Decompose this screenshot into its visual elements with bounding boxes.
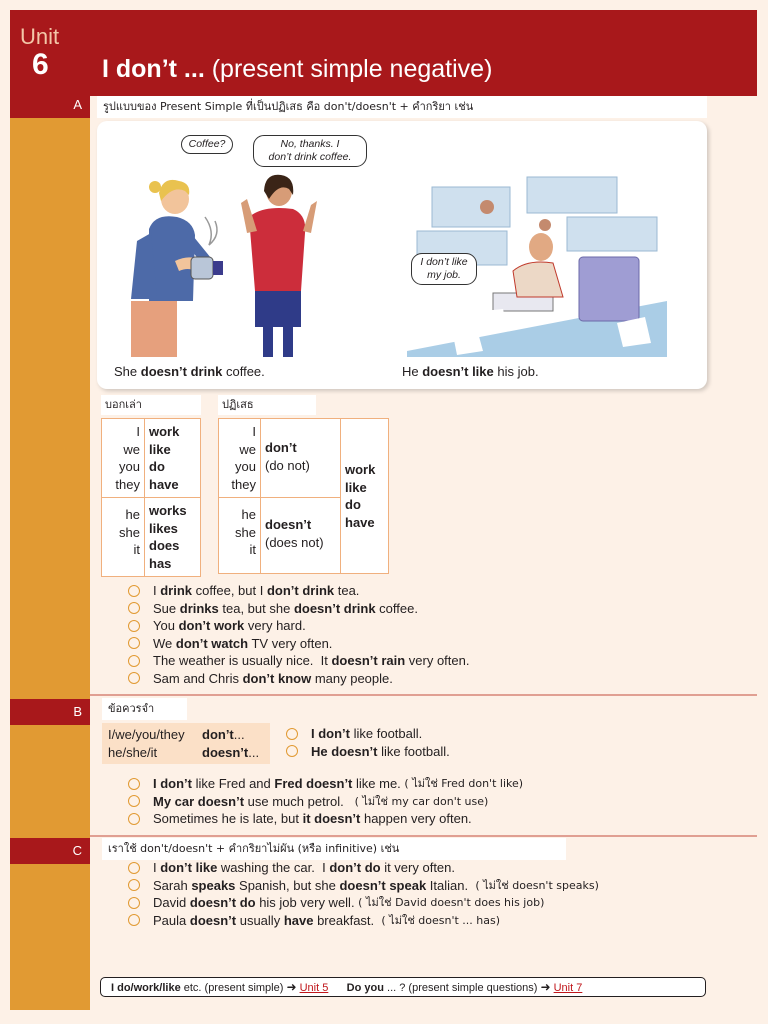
circle-bullet-icon — [128, 637, 140, 649]
arrow-right-icon: ➜ — [540, 980, 551, 994]
sentence-segment: David — [153, 895, 190, 910]
sentence-segment: Sam and Chris — [153, 670, 243, 686]
sentence-segment: have — [283, 912, 314, 928]
illustration-art — [97, 121, 707, 389]
circle-bullet-icon — [128, 778, 140, 790]
title-bold: I don’t ... — [102, 55, 205, 83]
sentence-segment: He doesn’t — [311, 743, 378, 759]
pronouns-plural: I we you they — [102, 419, 145, 498]
example-sentence — [128, 582, 469, 600]
sentence-segment: tea, but she — [218, 600, 294, 616]
positive-label: บอกเล่า — [101, 395, 201, 415]
sentence-segment: Sue — [153, 600, 180, 616]
sentence-segment: drinks — [179, 600, 219, 616]
thai-note: ( ไม่ใช่ doesn't speaks) — [475, 878, 599, 892]
sentence-segment: coffee. — [375, 600, 418, 616]
example-sentence — [128, 912, 599, 930]
sentence-segment: You — [153, 618, 179, 633]
sentence-segment: his job very well. — [255, 895, 359, 910]
sentence-segment: doesn’t rain — [331, 653, 406, 668]
reply-line-2: don’t drink coffee. — [268, 151, 352, 163]
aux-dont: don’t (do not) — [261, 419, 341, 498]
page-title — [102, 55, 492, 84]
neg-verbs: work like do have — [341, 419, 389, 574]
sentence-segment: Sometimes he is late, but — [153, 811, 303, 826]
neg-pronouns-plural: I we you they — [219, 419, 261, 498]
section-b-letter: B — [73, 704, 82, 719]
section-c-letter: C — [72, 843, 82, 858]
examples-a — [128, 582, 469, 687]
example-sentence — [128, 894, 599, 912]
sentence-segment: speaks — [191, 877, 236, 893]
example-sentence — [286, 725, 450, 743]
sentence-segment: The weather is usually nice. It — [153, 653, 332, 668]
circle-bullet-icon — [128, 585, 140, 597]
sentence-segment: like me. — [352, 776, 405, 791]
sentence-segment: I — [153, 860, 161, 875]
speech-bubble-job — [411, 253, 477, 285]
example-sentence — [128, 635, 469, 653]
sentence-segment: washing the car. I — [217, 860, 330, 875]
example-sentence — [128, 670, 469, 688]
sentence-segment: I don’t — [153, 776, 192, 791]
thai-note: ( ไม่ใช่ Fred don't like) — [404, 777, 524, 790]
caption-she-doesnt-drink: She doesn’t drink coffee. — [114, 364, 265, 379]
unit-number: 6 — [32, 48, 49, 81]
example-sentence — [128, 793, 523, 811]
verbs-base: work like do have — [145, 419, 201, 498]
verbs-s-form: works likes does has — [145, 498, 201, 577]
section-b-intro: ข้อควรจำ — [102, 698, 187, 720]
sentence-segment: breakfast. — [313, 912, 382, 928]
circle-bullet-icon — [128, 655, 140, 667]
title-rest: (present simple negative) — [204, 55, 493, 83]
sentence-segment: doesn’t do — [189, 895, 256, 910]
example-sentence — [128, 877, 599, 895]
example-sentence — [128, 859, 599, 877]
sentence-segment: Paula — [153, 912, 190, 928]
sentence-segment: Fred doesn’t — [274, 776, 353, 791]
positive-table — [101, 418, 201, 577]
sentence-segment: My car doesn’t — [153, 793, 245, 809]
sentence-segment: don’t work — [178, 618, 245, 633]
sentence-segment: I — [153, 583, 161, 598]
sentence-segment: don’t know — [242, 670, 312, 686]
sentence-segment: Sarah — [153, 877, 192, 893]
circle-bullet-icon — [128, 602, 140, 614]
sentence-segment: doesn’t speak — [339, 877, 427, 893]
circle-bullet-icon — [128, 672, 140, 684]
note-box: I/we/you/they don’t ... he/she/it doesn’t ... — [102, 723, 270, 764]
example-sentence — [128, 617, 469, 635]
circle-bullet-icon — [128, 813, 140, 825]
section-c-divider — [90, 835, 757, 837]
illustration-panel — [97, 121, 707, 389]
sentence-segment: I don’t — [311, 726, 350, 741]
sentence-segment: tea. — [334, 583, 360, 598]
sentence-segment: very often. — [405, 653, 470, 668]
sentence-segment: it very often. — [380, 860, 455, 875]
sentence-segment: like football. — [350, 726, 423, 741]
sentence-segment: drink — [160, 583, 193, 598]
woman-refusing-illustration — [241, 175, 317, 357]
circle-bullet-icon — [128, 897, 140, 909]
example-sentence — [286, 743, 450, 761]
sentence-segment: don’t like — [160, 860, 218, 875]
pronouns-singular: he she it — [102, 498, 145, 577]
aux-doesnt: doesn’t (does not) — [261, 498, 341, 574]
sentence-segment: TV very often. — [248, 635, 333, 651]
sentence-segment: it doesn’t — [302, 811, 361, 826]
sentence-segment: don’t do — [329, 860, 381, 875]
sentence-segment: many people. — [311, 670, 393, 686]
example-sentence — [128, 775, 523, 793]
section-a-letter: A — [73, 97, 82, 112]
speech-bubble-coffee: Coffee? — [181, 135, 233, 154]
sentence-segment: doesn’t — [189, 912, 237, 928]
speech-bubble-reply — [253, 135, 367, 167]
example-sentence — [128, 810, 523, 828]
circle-bullet-icon — [128, 862, 140, 874]
circle-bullet-icon — [286, 745, 298, 757]
sentence-segment: Spanish, but she — [235, 877, 340, 893]
link-unit-5[interactable]: Unit 5 — [299, 982, 329, 994]
sentence-segment: don’t drink — [266, 583, 335, 598]
negative-table — [218, 418, 389, 574]
section-b-divider — [90, 694, 757, 696]
circle-bullet-icon — [128, 914, 140, 926]
examples-b — [128, 775, 523, 828]
section-a-intro: รูปแบบของ Present Simple ที่เป็นปฏิเสธ คือ don't/doesn't + คำกริยา เช่น — [97, 96, 707, 118]
sentence-segment: don’t watch — [175, 635, 249, 651]
examples-b-side — [286, 725, 450, 760]
sentence-segment: coffee, but I — [192, 583, 267, 598]
thai-note: ( ไม่ใช่ doesn't ... has) — [381, 913, 501, 927]
sentence-segment: use much petrol. — [244, 793, 355, 809]
unit-label: Unit — [20, 24, 60, 49]
woman-with-coffee-pot-illustration — [131, 180, 223, 357]
link-unit-7[interactable]: Unit 7 — [553, 982, 583, 994]
neg-pronouns-singular: he she it — [219, 498, 261, 574]
sentence-segment: happen very often. — [360, 811, 472, 826]
job-line-2: my job. — [427, 269, 461, 281]
sentence-segment: usually — [236, 912, 284, 928]
examples-c — [128, 859, 599, 929]
thai-note: ( ไม่ใช่ my car don't use) — [354, 794, 489, 808]
thai-note: ( ไม่ใช่ David doesn't does his job) — [358, 896, 545, 909]
sentence-segment: very hard. — [244, 618, 306, 633]
circle-bullet-icon — [286, 728, 298, 740]
example-sentence — [128, 652, 469, 670]
cross-reference-bar: I do/work/like etc. (present simple) ➜ Unit 5 Do you ... ? (present simple questions) ➜ Unit 7 — [100, 977, 706, 997]
sentence-segment: doesn’t drink — [293, 600, 376, 616]
sentence-segment: like Fred and — [192, 776, 275, 791]
reply-line-1: No, thanks. I — [280, 138, 340, 150]
sentence-segment: We — [153, 635, 176, 651]
job-line-1: I don’t like — [420, 256, 468, 268]
arrow-right-icon: ➜ — [286, 980, 297, 994]
circle-bullet-icon — [128, 795, 140, 807]
caption-he-doesnt-like: He doesn’t like his job. — [402, 364, 539, 379]
sentence-segment: Italian. — [426, 877, 476, 893]
sentence-segment: like football. — [377, 743, 450, 759]
negative-label: ปฏิเสธ — [218, 395, 316, 415]
section-c-intro: เราใช้ don't/doesn't + คำกริยาไม่ผัน (หรือ infinitive) เช่น — [102, 838, 566, 860]
circle-bullet-icon — [128, 879, 140, 891]
example-sentence — [128, 600, 469, 618]
circle-bullet-icon — [128, 620, 140, 632]
